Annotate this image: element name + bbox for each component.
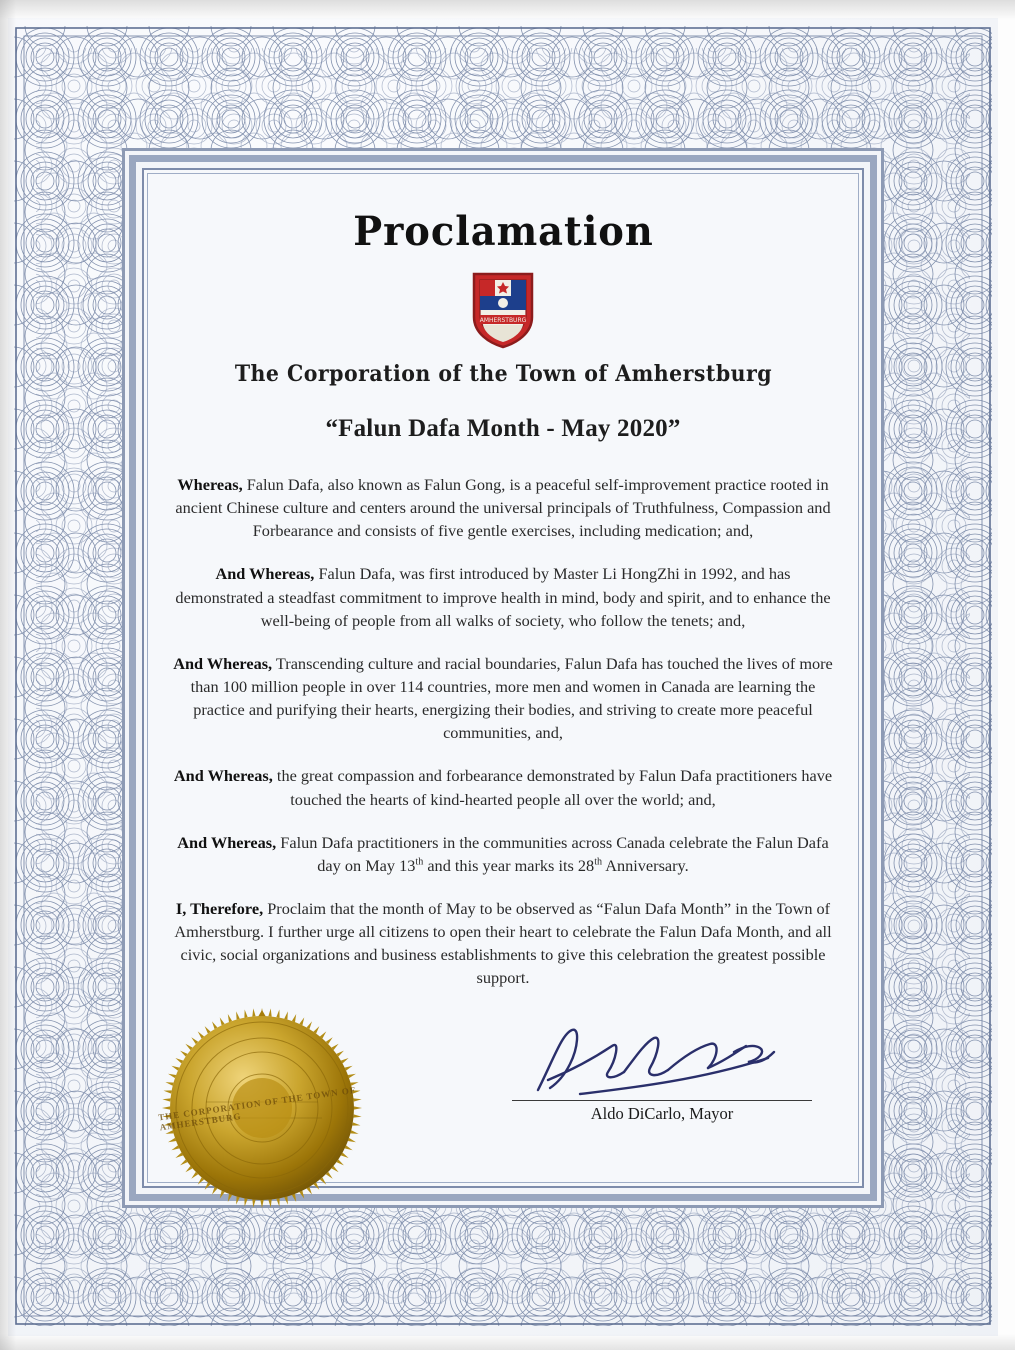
signature-rule — [512, 1100, 812, 1101]
corporation-line — [163, 361, 844, 387]
paragraph-lead: I, Therefore, — [175, 898, 264, 918]
whereas-paragraph-3 — [173, 652, 833, 745]
paragraph-lead: And Whereas, — [177, 832, 277, 852]
seal-text: THE CORPORATION OF THE TOWN OF AMHERSTBURG — [157, 1084, 357, 1133]
paragraph-lead: And Whereas, — [215, 564, 315, 584]
page-title-text: Proclamation — [352, 208, 654, 255]
whereas-paragraph-1 — [173, 473, 833, 542]
paragraph-text: the great compassion and forbearance demonstrated by Falun Dafa practitioners have touched the hearts of kind-hearted people all over the world; and, — [272, 766, 833, 809]
therefore-paragraph — [173, 897, 833, 990]
town-coat-of-arms-icon — [471, 271, 535, 349]
paragraph-text: Falun Dafa, also known as Falun Gong, is a peaceful self-improvement practice rooted in ancient Chinese culture and centers around the universal principals of Truthfulness, Compassion and Forbearance and consists of five gentle exercises, including medication; and, — [175, 475, 831, 541]
scan-edge-shadow-top — [0, 0, 1015, 20]
crest-container — [152, 271, 854, 351]
whereas-paragraph-2 — [173, 562, 833, 631]
scan-edge-shadow-left — [0, 0, 16, 1350]
proclamation-subject: “Falun Dafa Month - May 2020” — [325, 415, 681, 442]
page-title — [152, 208, 854, 255]
embossed-gold-foil-seal-icon — [158, 1008, 366, 1208]
handwritten-signature-icon — [520, 1018, 810, 1108]
paragraph-lead: Whereas, — [177, 475, 243, 494]
signature-zone — [152, 1008, 854, 1178]
whereas-paragraph-4 — [173, 764, 833, 810]
svg-text:AMHERSTBURG: AMHERSTBURG — [479, 317, 527, 324]
paragraph-lead: And Whereas, — [173, 653, 273, 673]
proclamation-body — [173, 473, 833, 990]
signatory-name: Aldo DiCarlo, Mayor — [590, 1104, 734, 1123]
paragraph-text: Proclaim that the month of May to be observed as “Falun Dafa Month” in the Town of Amherstburg. I further urge all citizens to open their heart to celebrate the Falun Dafa Month, and all civic, social organizations and business establishments to give this celebration the greatest possible support. — [174, 898, 832, 988]
whereas-paragraph-5 — [173, 831, 833, 877]
corporation-line-text: The Corporation of the Town of Amherstburg — [234, 361, 772, 387]
scan-edge-shadow-bottom — [0, 1334, 1015, 1350]
paragraph-text: Transcending culture and racial boundaries, Falun Dafa has touched the lives of more than 100 million people in over 114 countries, more men and women in Canada are learning the practice and purifying their hearts, energizing their bodies, and striving to create more peaceful communities, and, — [190, 653, 833, 743]
paragraph-text: Falun Dafa practitioners in the communities across Canada celebrate the Falun Dafa day on May 13th and this year marks its 28th Anniversary. — [276, 832, 829, 875]
paragraph-text: Falun Dafa, was first introduced by Master Li HongZhi in 1992, and has demonstrated a steadfast commitment to improve health in mind, body and spirit, and to enhance the well-being of people from all walks of society, who follow the tenets; and, — [175, 564, 831, 630]
paragraph-lead: And Whereas, — [173, 766, 273, 786]
